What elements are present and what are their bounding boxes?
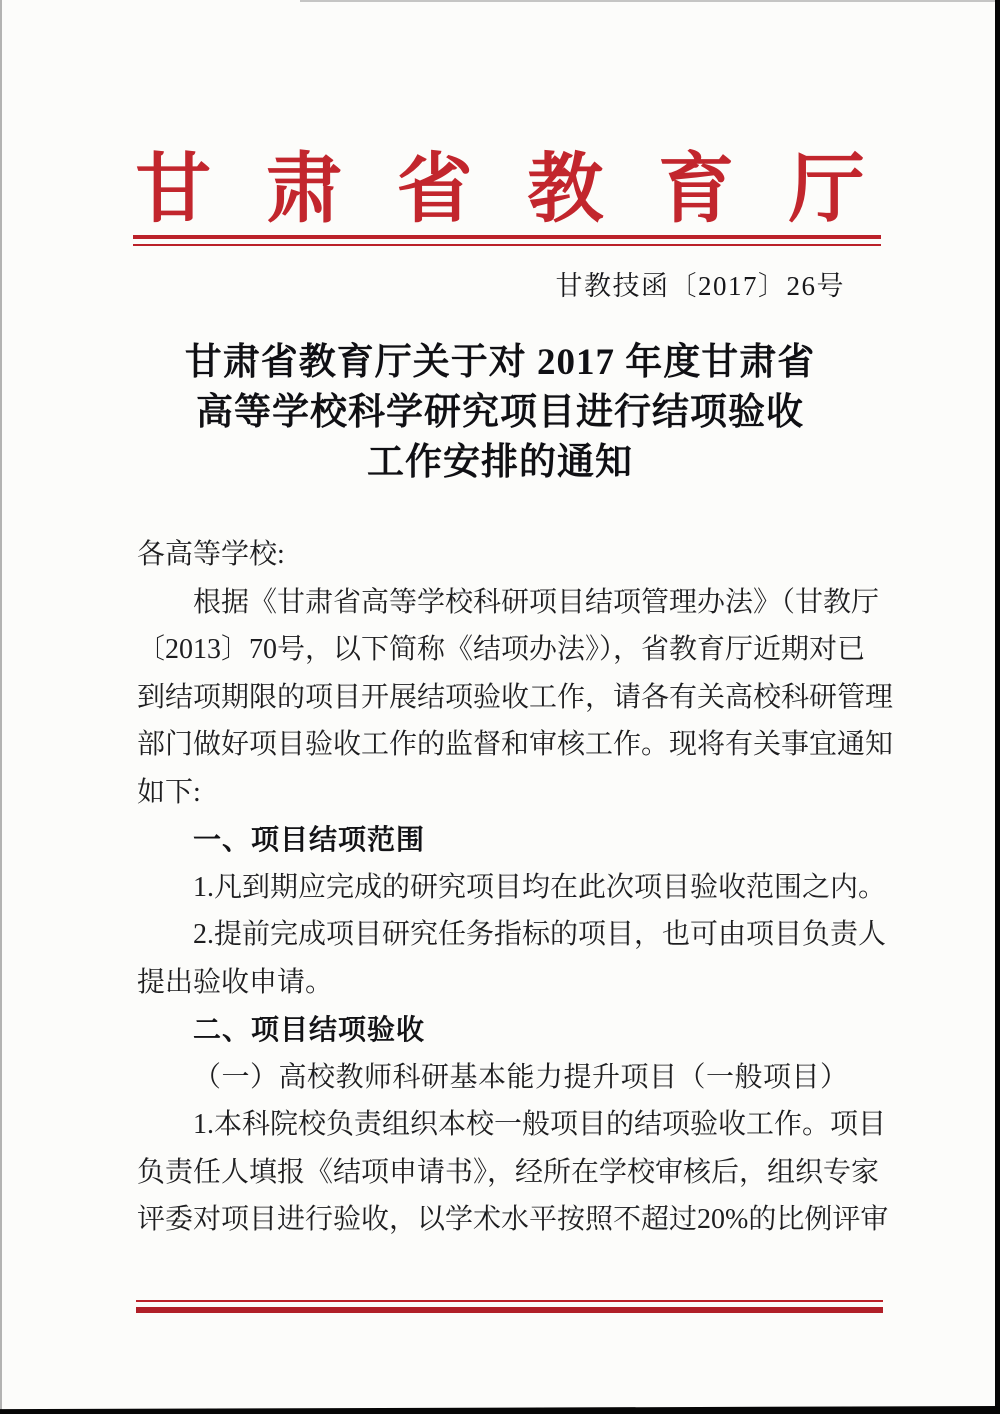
footer-rule-thick	[136, 1307, 883, 1313]
scan-edge-top	[300, 0, 995, 2]
agency-letterhead: 甘肃省教育厅	[135, 148, 920, 232]
section-1-heading: 一、项目结项范围	[193, 824, 426, 855]
letterhead-rule-thin	[133, 244, 881, 246]
scan-edge-left	[0, 0, 2, 1414]
item-line: 评委对项目进行验收，以学术水平按照不超过20%的比例评审	[137, 1204, 889, 1235]
item-line: 1.本科院校负责组织本校一般项目的结项验收工作。项目	[193, 1109, 887, 1140]
item-line: 1.凡到期应完成的研究项目均在此次项目验收范围之内。	[193, 871, 887, 903]
item-line: 2.提前完成项目研究任务指标的项目，也可由项目负责人	[193, 919, 887, 950]
item-line: 提出验收申请。	[137, 966, 334, 998]
paragraph-line: 到结项期限的项目开展结项验收工作，请各有关高校科研管理	[137, 681, 894, 713]
doc-title-line-3: 工作安排的通知	[367, 442, 633, 483]
doc-number: 甘教技函〔2017〕26号	[555, 271, 845, 301]
paragraph-line: 部门做好项目验收工作的监督和审核工作。现将有关事宜通知	[137, 729, 894, 760]
subsection-heading: （一）高校教师科研基本能力提升项目（一般项目）	[193, 1061, 849, 1093]
paragraph-line: 根据《甘肃省高等学校科研项目结项管理办法》（甘教厅	[193, 586, 880, 618]
section-2-heading: 二、项目结项验收	[193, 1014, 426, 1045]
item-line: 负责任人填报《结项申请书》，经所在学校审核后，组织专家	[137, 1156, 880, 1188]
letterhead-rule-thick	[133, 235, 881, 239]
doc-title	[0, 338, 1000, 488]
doc-title-line-1: 甘肃省教育厅关于对 2017 年度甘肃省	[184, 342, 816, 383]
footer-rule-thin	[136, 1300, 883, 1302]
paragraph-line: 〔2013〕70号，以下简称《结项办法》），省教育厅近期对已	[137, 634, 866, 665]
paragraph-line: 如下:	[137, 776, 201, 808]
scan-edge-right	[995, 0, 1000, 1414]
scan-edge-bottom	[0, 1406, 1000, 1414]
doc-body	[137, 531, 894, 1244]
salutation-line: 各高等学校:	[137, 539, 285, 570]
doc-title-line-2: 高等学校科学研究项目进行结项验收	[196, 392, 804, 433]
